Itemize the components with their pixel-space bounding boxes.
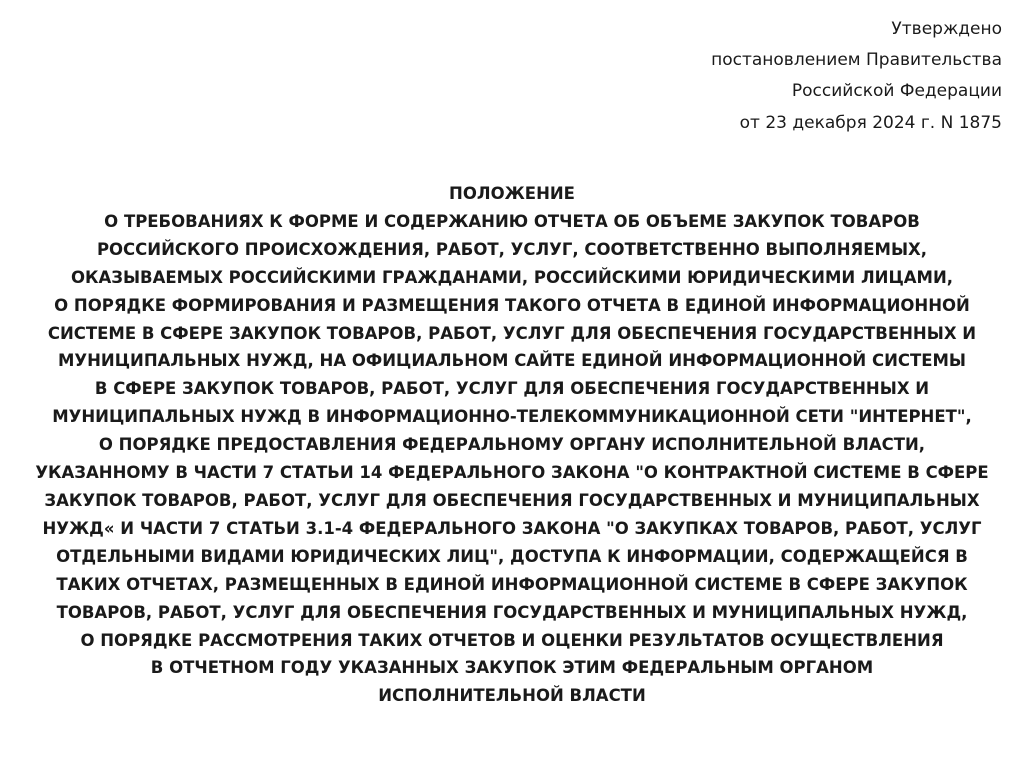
title-line: В СФЕРЕ ЗАКУПОК ТОВАРОВ, РАБОТ, УСЛУГ ДЛЯ ОБЕСПЕЧЕНИЯ ГОСУДАРСТВЕННЫХ И xyxy=(94,379,930,399)
title-line: ТАКИХ ОТЧЕТАХ, РАЗМЕЩЕННЫХ В ЕДИНОЙ ИНФОРМАЦИОННОЙ СИСТЕМЕ В СФЕРЕ ЗАКУПОК xyxy=(56,574,968,594)
title-line: ОТДЕЛЬНЫМИ ВИДАМИ ЮРИДИЧЕСКИХ ЛИЦ", ДОСТУПА К ИНФОРМАЦИИ, СОДЕРЖАЩЕЙСЯ В xyxy=(56,546,968,566)
title-line: НУЖД« И ЧАСТИ 7 СТАТЬИ 3.1-4 ФЕДЕРАЛЬНОГО ЗАКОНА "О ЗАКУПКАХ ТОВАРОВ, РАБОТ, УСЛУГ xyxy=(42,518,982,538)
approval-line: Российской Федерации xyxy=(791,81,1002,102)
title-line: ЗАКУПОК ТОВАРОВ, РАБОТ, УСЛУГ ДЛЯ ОБЕСПЕЧЕНИЯ ГОСУДАРСТВЕННЫХ И МУНИЦИПАЛЬНЫХ xyxy=(44,490,980,510)
document-title xyxy=(0,180,1024,710)
title-line: О ТРЕБОВАНИЯХ К ФОРМЕ И СОДЕРЖАНИЮ ОТЧЕТА ОБ ОБЪЕМЕ ЗАКУПОК ТОВАРОВ xyxy=(104,211,920,231)
title-line: О ПОРЯДКЕ ПРЕДОСТАВЛЕНИЯ ФЕДЕРАЛЬНОМУ ОРГАНУ ИСПОЛНИТЕЛЬНОЙ ВЛАСТИ, xyxy=(98,435,926,455)
title-line: ИСПОЛНИТЕЛЬНОЙ ВЛАСТИ xyxy=(378,686,646,706)
title-line: РОССИЙСКОГО ПРОИСХОЖДЕНИЯ, РАБОТ, УСЛУГ, СООТВЕТСТВЕННО ВЫПОЛНЯЕМЫХ, xyxy=(96,239,928,259)
title-line: О ПОРЯДКЕ ФОРМИРОВАНИЯ И РАЗМЕЩЕНИЯ ТАКОГО ОТЧЕТА В ЕДИНОЙ ИНФОРМАЦИОННОЙ xyxy=(54,295,970,315)
title-line: ТОВАРОВ, РАБОТ, УСЛУГ ДЛЯ ОБЕСПЕЧЕНИЯ ГОСУДАРСТВЕННЫХ И МУНИЦИПАЛЬНЫХ НУЖД, xyxy=(56,602,968,622)
title-line: В ОТЧЕТНОМ ГОДУ УКАЗАННЫХ ЗАКУПОК ЭТИМ ФЕДЕРАЛЬНЫМ ОРГАНОМ xyxy=(150,658,874,678)
title-line: МУНИЦИПАЛЬНЫХ НУЖД, НА ОФИЦИАЛЬНОМ САЙТЕ ЕДИНОЙ ИНФОРМАЦИОННОЙ СИСТЕМЫ xyxy=(57,351,967,371)
title-line: СИСТЕМЕ В СФЕРЕ ЗАКУПОК ТОВАРОВ, РАБОТ, УСЛУГ ДЛЯ ОБЕСПЕЧЕНИЯ ГОСУДАРСТВЕННЫХ И xyxy=(47,323,977,343)
title-line: ОКАЗЫВАЕМЫХ РОССИЙСКИМИ ГРАЖДАНАМИ, РОССИЙСКИМИ ЮРИДИЧЕСКИМИ ЛИЦАМИ, xyxy=(70,267,954,287)
title-line: О ПОРЯДКЕ РАССМОТРЕНИЯ ТАКИХ ОТЧЕТОВ И ОЦЕНКИ РЕЗУЛЬТАТОВ ОСУЩЕСТВЛЕНИЯ xyxy=(80,630,944,650)
title-line: УКАЗАННОМУ В ЧАСТИ 7 СТАТЬИ 14 ФЕДЕРАЛЬНОГО ЗАКОНА "О КОНТРАКТНОЙ СИСТЕМЕ В СФЕРЕ xyxy=(35,463,989,483)
approval-line: Утверждено xyxy=(891,19,1002,39)
approval-line: от 23 декабря 2024 г. N 1875 xyxy=(739,112,1002,133)
approval-line: постановлением Правительства xyxy=(711,50,1002,71)
approval-block xyxy=(711,14,1002,139)
title-heading: ПОЛОЖЕНИЕ xyxy=(449,184,575,203)
title-line: МУНИЦИПАЛЬНЫХ НУЖД В ИНФОРМАЦИОННО-ТЕЛЕКОММУНИКАЦИОННОЙ СЕТИ "ИНТЕРНЕТ", xyxy=(52,407,972,427)
